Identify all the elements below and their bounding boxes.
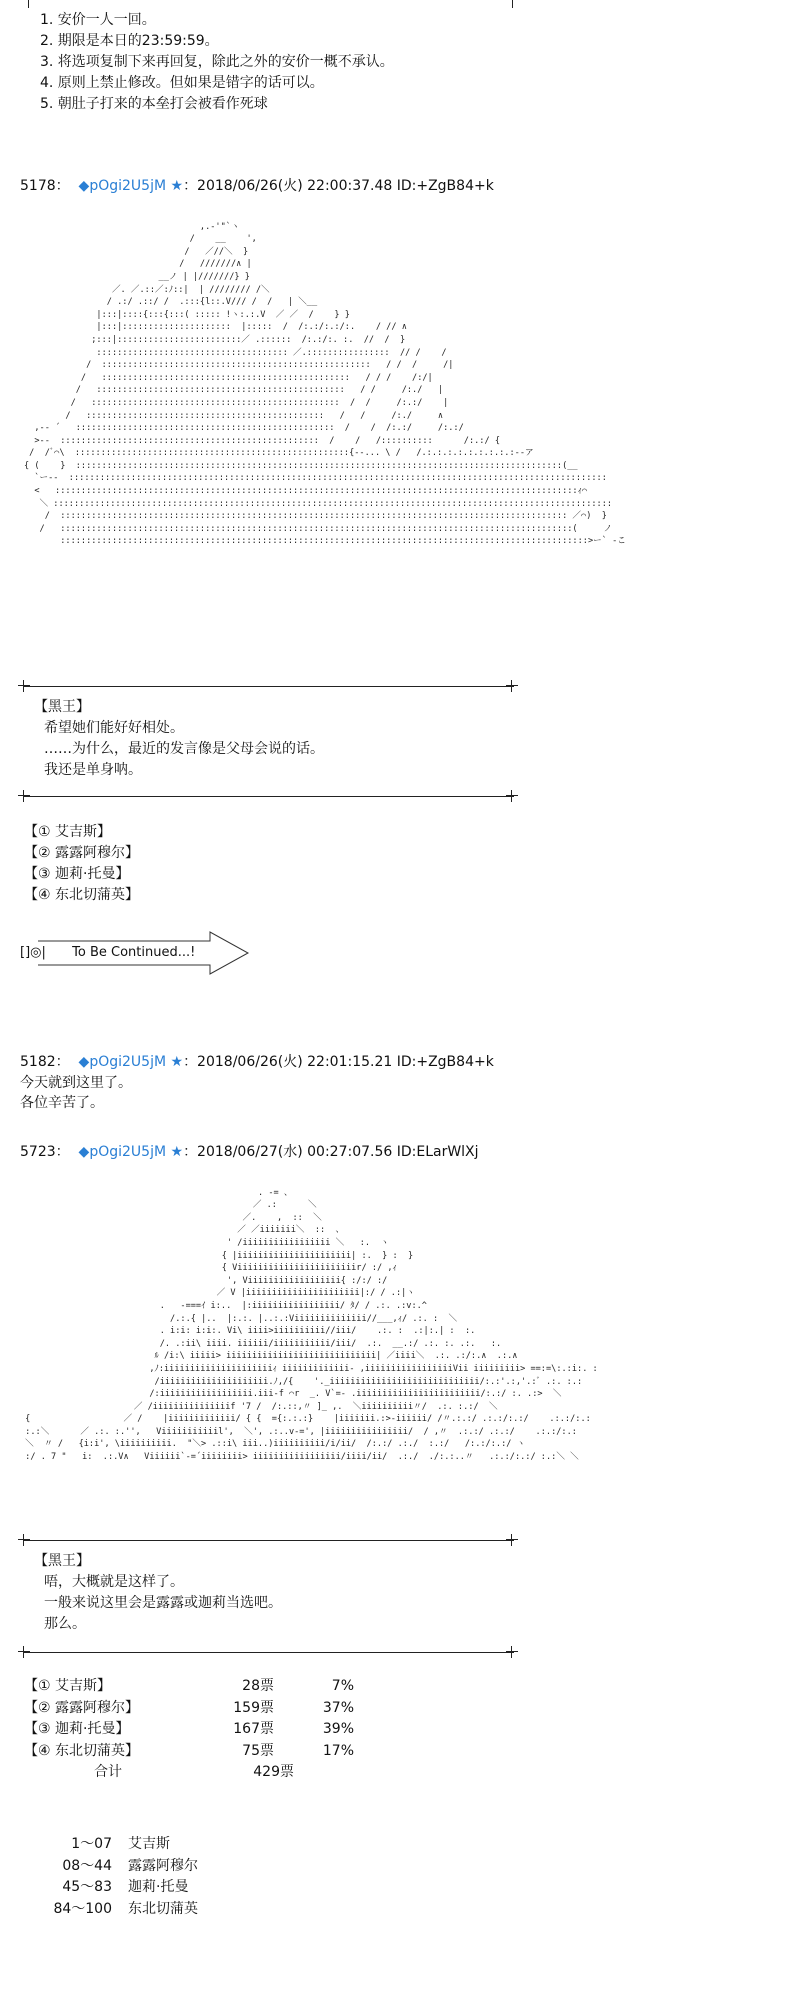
divider (24, 686, 514, 687)
range-name: 东北切蒲英 (128, 1900, 198, 1917)
dialog-block-1 (34, 697, 324, 781)
option-item: 【② 露露阿穆尔】 (24, 845, 140, 861)
top-divider-tick-left (28, 0, 29, 8)
option-item: 【③ 迦莉·托曼】 (24, 866, 130, 882)
rules-item: 5. 朝肚子打来的本垒打会被看作死球 (40, 96, 268, 112)
results-row (24, 1741, 354, 1763)
dialog-line: 我还是单身呐。 (44, 762, 142, 778)
post-meta: ：2018/06/27(水) 00:27:07.56 ID:ELarWlXj (183, 1144, 479, 1160)
divider-cross-left (18, 1534, 30, 1546)
dice-ranges (24, 1834, 198, 1920)
range-value: 45～83 (62, 1879, 112, 1895)
divider-cross-left (18, 680, 30, 692)
speaker-name: 【黑王】 (34, 699, 90, 715)
range-value: 1～07 (71, 1836, 112, 1852)
to-be-continued-banner (20, 944, 195, 962)
option-item: 【① 艾吉斯】 (24, 824, 112, 840)
dialog-line: ……为什么，最近的发言像是父母会说的话。 (44, 741, 324, 757)
range-name: 露露阿穆尔 (128, 1857, 198, 1874)
trip-code[interactable]: pOgi2U5jM (89, 1054, 167, 1070)
speaker-name: 【黑王】 (34, 1553, 90, 1569)
post-line: 各位辛苦了。 (20, 1095, 104, 1111)
divider-cross-right (506, 680, 518, 692)
results-total-row (24, 1762, 354, 1784)
rules-item: 2. 期限是本日的23:59:59。 (40, 33, 219, 49)
result-option: 【① 艾吉斯】 (24, 1678, 112, 1694)
vote-results-table (24, 1676, 354, 1784)
result-percent: 7% (331, 1678, 354, 1694)
post-number: 5182： (20, 1054, 70, 1070)
rules-list (40, 10, 394, 115)
result-percent: 37% (322, 1699, 354, 1716)
post-meta: ：2018/06/26(火) 22:00:37.48 ID:+ZgB84+k (183, 178, 494, 194)
trip-diamond-icon: ◆ (78, 178, 90, 194)
result-votes: 75票 (242, 1742, 274, 1759)
result-votes: 28票 (242, 1678, 274, 1694)
range-row (24, 1856, 198, 1878)
dialog-block-2 (34, 1551, 282, 1635)
range-row (24, 1834, 198, 1856)
divider-cross-right (506, 1646, 518, 1658)
post-header-5182 (20, 1052, 494, 1072)
star-icon: ★ (170, 1054, 184, 1070)
ascii-art-character-1: ,.-'"`ヽ / __ ', / ／//＼ } / ///////∧ | __ノ | |///////} } ／. ／.::／:ﾉ::| | //////// /＼ / .:/ .::/ / .:::{l::.V/// / / | ＼__ |:::|::::{:::{:::( ::::: !ヽ:.:.V ／ ／ / } } |:::|::::::::::::::::::::: |::::: / /:.:/:.:/:. / // ∧ ;:::|::::::::::::::::::::::::／ .:::::: /:.:/:. :. // / } ::::::::::::::::::::::::::::::::::::: ／.:::::::::::::::: // / / / :::::::::::::::::::::::::::::::::::::::::::::::::::: / / / /| / :::::::::::::::::::::::::::::::::::::::::::::::: / / / /:/| / :::::::::::::::::::::::::::::::::::::::::::::::: / / /:./ | / :::::::::::::::::::::::::::::::::::::::::::::::: / / /:.:/ | / :::::::::::::::::::::::::::::::::::::::::::::: / / /:./ ∧ ,-‐ ´ :::::::::::::::::::::::::::::::::::::::::::::::::: / / /:.:/ /:.:/ >‐- :::::::::::::::::::::::::::::::::::::::::::::::::: / / /:::::::::: /:.:/ { / /ﾞ⌒\ :::::::::::::::::::::::::::::::::::::::::::::::::::::{‐-... \ / /.:.:.:.:.:.:.:.:.:‐-ア { ( } ::::::::::::::::::::::::::::::::::::::::::::::::::::::::::::::::::::::::::::::::::::::::::::::(__ `ー-‐ :::::::::::::::::::::::::::::::::::::::::::::::::::::::::::::::::::::::::::::::::::::::::::::::::::::::: < :::::::::::::::::::::::::::::::::::::::::::::::::::::::::::::::::::::::::::::::::::::::::::::::::::::ｨ⌒ ＼ :::::::::::::::::::::::::::::::::::::::::::::::::::::::::::::::::::::::::::::::::::::::::::::::::::::::::::: / :::::::::::::::::::::::::::::::::::::::::::::::::::::::::::::::::::::::::::::::::::::::::::::::::: ／⌒) } / :::::::::::::::::::::::::::::::::::::::::::::::::::::::::::::::::::::::::::::::::::::::::::::::::::( ノ ::::::::::::::::::::::::::::::::::::::::::::::::::::::::::::::::::::::::::::::::::::::::::::::::::::::>ー` ‐こ (24, 221, 626, 547)
trip-diamond-icon: ◆ (78, 1144, 90, 1160)
star-icon: ★ (170, 1144, 184, 1160)
divider-cross-right (506, 1534, 518, 1546)
ascii-art-character-2: . -= 、 ／ .: ＼ ／. , :: ＼ ／ ／iiiiiii＼ :: 、 ' /iiiiiiiiiiiiiiiii ＼ :. ヽ { |iiiiiiiiiiiiiiiiiiiiii| :. } : } { Viiiiiiiiiiiiiiiiiiiiiiir/ :/ ,ｨ ', Viiiiiiiiiiiiiiiiii{ :/:/ :/ ／ V |iiiiiiiiiiiiiiiiiiiiii|:/ / .:|ヽ . -===ｲ i:.. |:iiiiiiiiiiiiiiiii/ ﾀ/ / .:. .:v:.^ /.:.{ |.. |:.:. |..:.:Viiiiiiiiiiiiii//___,ｨ/ .:. : ＼ . i:i: i:i:. Vi\ iiii>iiiiiiiiii//iii/ .:. : .:|:.| : :. /. .:ii\ iiii. iiiiii/iiiiiiiiiii/iii/ .:. __.:/ .:. :. .:. :. ﾙ /i:\ iiiii> iiiiiiiiiiiiiiiiiiiiiiiiiiiii| ／iiii＼ .:. .:/:.∧ .:.∧ ,ﾉ:iiiiiiiiiiiiiiiiiiiiiｨ iiiiiiiiiiiii‐ ,iiiiiiiiiiiiiiiiiVii iiiiiiiii> ==:=\:.:i:. : /iiiiiiiiiiiiiiiiiiiii.ﾉ,/{ '._iiiiiiiiiiiiiiiiiiiiiiiiiiiii/:.:'.:,'.:ﾞ .:. :.: /:iiiiiiiiiiiiiiiiii.iii‐f ⌒r _. V`=- .iiiiiiiiiiiiiiiiiiiiiiii/:.:/ :. .:> ＼ ／ /iiiiiiiiiiiiiiif '7 / /:.::,〃 ]_ ,. ＼iiiiiiiiii〃/ .:. :.:/ ＼ { ／ / |iiiiiiiiiiiii/ { { ={:.:.:} |iiiiiii.:>‐iiiiii/ /〃.:.:/ .:.:/:.:/ .:.:/:.: :.:＼ ／ .:. :.'', Viiiiiiiiiiil', ＼', .:..v‐=', |iiiiiiiiiiiiiiii/ / ,〃 .:.:/ .:.:/ .:.:/:.: ＼ 〃 / {i:i', \iiiiiiiiii. "＼> .::i\ iii..)iiiiiiiiii/i/ii/ /:.:/ .:./ :.:/ /:.:/:.:/ ヽ :/ . 7 " i: .:.V∧ Viiiiii`‐=´iiiiiiii> iiiiiiiiiiiiiiiii/iiii/ii/ .:./ ./:.:..〃 .:.:/:.:/ :.:＼ ＼ (25, 1187, 598, 1463)
tbc-mark: []◎| (20, 945, 46, 960)
result-votes: 159票 (233, 1699, 274, 1716)
post-header-5178 (20, 176, 494, 196)
result-option: 【④ 东北切蒲英】 (24, 1742, 140, 1759)
divider (24, 1540, 514, 1541)
trip-diamond-icon: ◆ (78, 1054, 90, 1070)
option-item: 【④ 东北切蒲英】 (24, 887, 140, 903)
star-icon: ★ (170, 178, 184, 194)
range-row (24, 1899, 198, 1921)
options-list (24, 822, 139, 906)
total-label: 合计 (94, 1764, 122, 1780)
range-name: 迦莉·托曼 (128, 1879, 189, 1895)
post-number: 5723： (20, 1144, 70, 1160)
dialog-line: 希望她们能好好相处。 (44, 720, 184, 736)
divider-cross-left (18, 1646, 30, 1658)
range-name: 艾吉斯 (128, 1836, 170, 1852)
divider-cross-left (18, 790, 30, 802)
post-body-5182 (20, 1073, 132, 1113)
post-meta: ：2018/06/26(火) 22:01:15.21 ID:+ZgB84+k (183, 1054, 494, 1070)
rules-item: 4. 原则上禁止修改。但如果是错字的话可以。 (40, 75, 324, 91)
result-option: 【③ 迦莉·托曼】 (24, 1721, 130, 1737)
total-votes: 429票 (253, 1764, 294, 1780)
results-row (24, 1676, 354, 1698)
dialog-line: 那么。 (44, 1616, 86, 1632)
range-value: 84～100 (53, 1900, 112, 1917)
divider (24, 1652, 514, 1653)
results-row (24, 1698, 354, 1720)
result-votes: 167票 (233, 1721, 274, 1737)
rules-item: 3. 将选项复制下来再回复，除此之外的安价一概不承认。 (40, 54, 394, 70)
result-option: 【② 露露阿穆尔】 (24, 1699, 140, 1716)
trip-code[interactable]: pOgi2U5jM (89, 178, 167, 194)
top-divider-tick-right (512, 0, 513, 8)
dialog-line: 唔，大概就是这样了。 (44, 1574, 184, 1590)
divider-cross-right (506, 790, 518, 802)
dialog-line: 一般来说这里会是露露或迦莉当选吧。 (44, 1595, 282, 1611)
result-percent: 39% (322, 1721, 354, 1737)
post-line: 今天就到这里了。 (20, 1075, 132, 1091)
post-number: 5178： (20, 178, 70, 194)
rules-item: 1. 安价一人一回。 (40, 12, 156, 28)
result-percent: 17% (322, 1742, 354, 1759)
results-row (24, 1719, 354, 1741)
range-row (24, 1877, 198, 1899)
trip-code[interactable]: pOgi2U5jM (89, 1144, 167, 1160)
post-header-5723 (20, 1142, 479, 1162)
divider (24, 796, 514, 797)
range-value: 08～44 (62, 1857, 112, 1874)
tbc-text: To Be Continued...! (72, 945, 196, 960)
